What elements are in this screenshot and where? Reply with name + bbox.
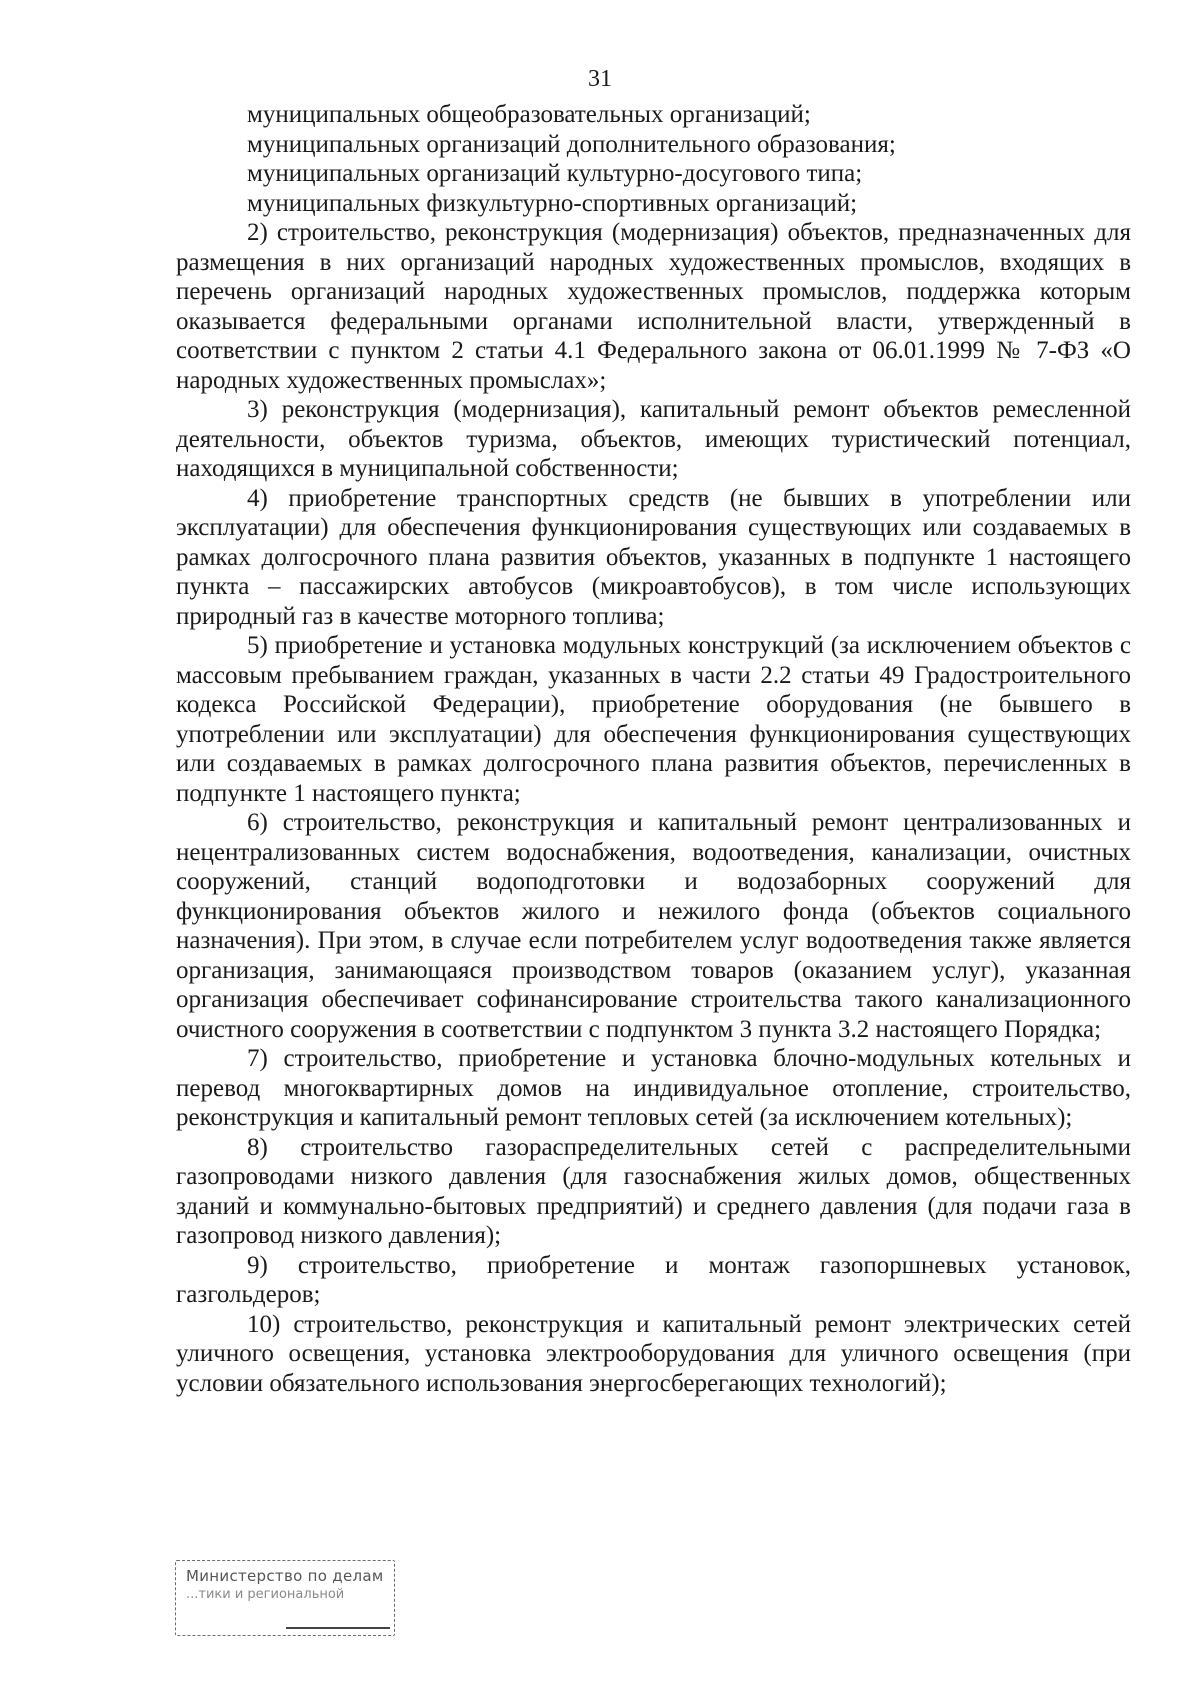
stamp-line-2: ...тики и региональной [186,1587,345,1602]
paragraph: 2) строительство, реконструкция (модернизация) объектов, предназначенных для размещения в них организаций народных художественных промыслов, входящих в перечень организаций народных художественных промыслов, поддержка которым оказывается федеральными органами исполнительной власти, утвержденный в соответствии с пунктом 2 статьи 4.1 Федерального закона от 06.01.1999 № 7-ФЗ «О народных художественных промыслах»; [176,219,1131,394]
paragraph: 10) строительство, реконструкция и капитальный ремонт электрических сетей уличного освещения, установка электрооборудования для уличного освещения (при условии обязательного использования энергосберегающих технологий); [176,1310,1131,1397]
paragraph: 6) строительство, реконструкция и капитальный ремонт централизованных и нецентрализованных систем водоснабжения, водоотведения, канализации, очистных сооружений, станций водоподготовки и водозаборных сооружений для функционирования объектов жилого и нежилого фонда (объектов социального назначения). При этом, в случае если потребителем услуг водоотведения также является организация, занимающаяся производством товаров (оказанием услуг), указанная организация обеспечивает софинансирование строительства такого канализационного очистного сооружения в соответствии с подпунктом 3 пункта 3.2 настоящего Порядка; [176,809,1131,1043]
paragraph: муниципальных общеобразовательных организаций; [247,101,811,128]
stamp-underline [286,1627,390,1629]
paragraph: 7) строительство, приобретение и установка блочно-модульных котельных и перевод многоквартирных домов на индивидуальное отопление, строительство, реконструкция и капитальный ремонт тепловых сетей (за исключением котельных); [176,1045,1131,1131]
document-body [176,100,1131,1398]
ministry-stamp [175,1560,395,1636]
paragraph: муниципальных физкультурно-спортивных организаций; [247,189,858,217]
paragraph: 9) строительство, приобретение и монтаж газопоршневых установок, газгольдеров; [176,1251,1131,1308]
paragraph: муниципальных организаций культурно-досугового типа; [247,160,863,187]
page-number: 31 [588,66,612,92]
paragraph: 3) реконструкция (модернизация), капитальный ремонт объектов ремесленной деятельности, объектов туризма, объектов, имеющих туристический потенциал, находящихся в муниципальной собственности; [176,396,1131,482]
paragraph: 8) строительство газораспределительных сетей с распределительными газопроводами низкого давления (для газоснабжения жилых домов, общественных зданий и коммунально-бытовых предприятий) и среднего давления (для подачи газа в газопровод низкого давления); [176,1133,1131,1249]
paragraph: 4) приобретение транспортных средств (не бывших в употреблении или эксплуатации) для обеспечения функционирования существующих или создаваемых в рамках долгосрочного плана развития объектов, указанных в подпункте 1 настоящего пункта – пассажирских автобусов (микроавтобусов), в том числе использующих природный газ в качестве моторного топлива; [176,484,1131,630]
paragraph: муниципальных организаций дополнительного образования; [247,130,896,158]
stamp-line-1: Министерство по делам [186,1567,384,1585]
paragraph: 5) приобретение и установка модульных конструкций (за исключением объектов с массовым пребыванием граждан, указанных в части 2.2 статьи 49 Градостроительного кодекса Российской Федерации), приобретение оборудования (не бывшего в употреблении или эксплуатации) для обеспечения функционирования существующих или создаваемых в рамках долгосрочного плана развития объектов, перечисленных в подпункте 1 настоящего пункта; [176,632,1131,807]
